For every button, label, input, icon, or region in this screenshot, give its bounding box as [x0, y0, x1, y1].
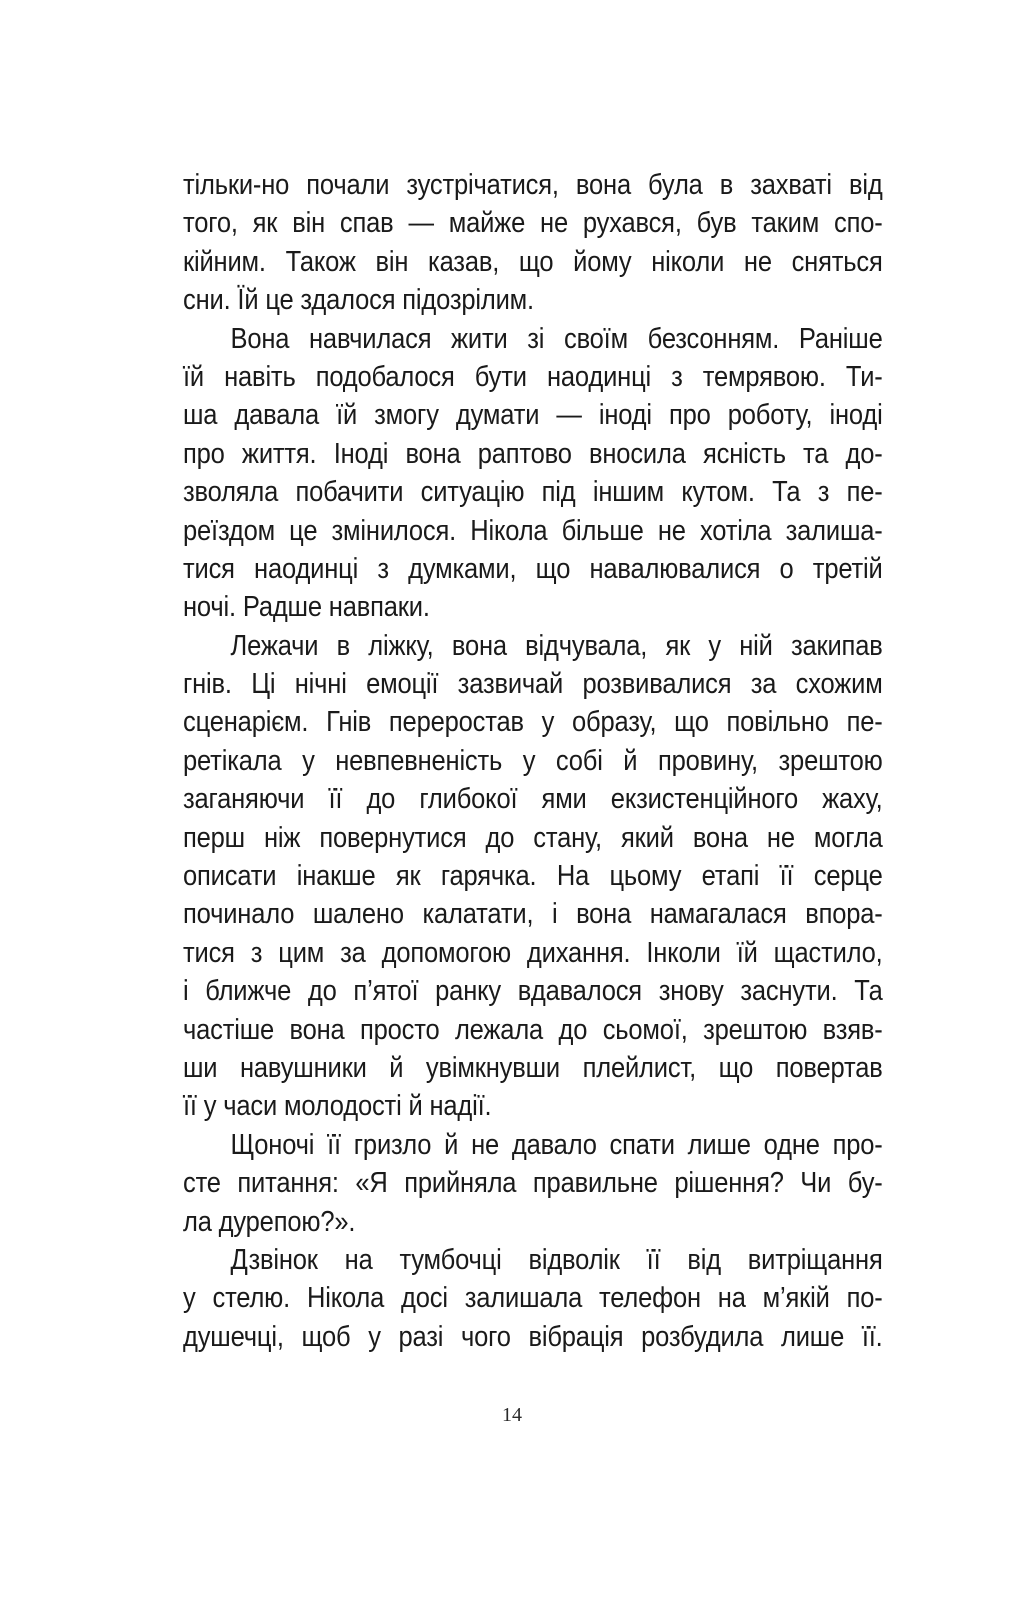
text-line: зволяла побачити ситуацію під іншим кутом. Та з пе-	[183, 476, 883, 509]
text-line: описати інакше як гарячка. На цьому етапі її серце	[183, 860, 883, 893]
text-line: перш ніж повернутися до стану, який вона не могла	[183, 821, 883, 854]
text-line: ла дурепою?».	[183, 1205, 356, 1238]
body-text	[183, 166, 883, 1356]
text-line: частіше вона просто лежала до сьомої, зрештою взяв-	[183, 1013, 883, 1046]
page-number: 14	[502, 1404, 522, 1426]
text-line: ша давала їй змогу думати — іноді про роботу, іноді	[183, 399, 883, 432]
text-line: ретікала у невпевненість у собі й провину, зрештою	[183, 744, 883, 777]
text-line: починало шалено калатати, і вона намагалася впора-	[183, 898, 883, 931]
text-line: тися з цим за допомогою дихання. Інколи їй щастило,	[183, 936, 883, 969]
text-line: ночі. Радше навпаки.	[183, 591, 430, 624]
text-line: і ближче до п’ятої ранку вдавалося знову заснути. Та	[183, 975, 883, 1008]
text-line: ши навушники й увімкнувши плейлист, що повертав	[183, 1051, 883, 1084]
text-line: заганяючи її до глибокої ями екзистенційного жаху,	[183, 783, 883, 816]
text-line: Щоночі її гризло й не давало спати лише одне про-	[230, 1128, 883, 1161]
text-line: сни. Їй це здалося підозрілим.	[183, 284, 534, 317]
text-line: сценарієм. Гнів переростав у образу, що повільно пе-	[183, 706, 883, 739]
text-line: Лежачи в ліжку, вона відчувала, як у ній закипав	[230, 629, 883, 662]
text-line: тися наодинці з думками, що навалювалися о третій	[183, 552, 883, 585]
text-line: Вона навчилася жити зі своїм безсонням. Раніше	[230, 322, 883, 355]
text-line: про життя. Іноді вона раптово вносила ясність та до-	[183, 437, 883, 470]
text-line: того, як він спав — майже не рухався, був таким спо-	[183, 207, 883, 240]
text-line: її у часи молодості й надії.	[183, 1090, 492, 1123]
text-line: гнів. Ці нічні емоції зазвичай розвивалися за схожим	[183, 668, 883, 701]
text-line: Дзвінок на тумбочці відволік її від витріщання	[230, 1243, 883, 1276]
text-line: у стелю. Нікола досі залишала телефон на м’якій по-	[183, 1282, 883, 1315]
text-line: реїздом це змінилося. Нікола більше не хотіла залиша-	[183, 514, 883, 547]
text-line: тільки-но почали зустрічатися, вона була в захваті від	[183, 169, 883, 201]
text-line: сте питання: «Я прийняла правильне рішення? Чи бу-	[183, 1167, 883, 1200]
text-line: душечці, щоб у разі чого вібрація розбудила лише її.	[183, 1320, 883, 1353]
text-line: їй навіть подобалося бути наодинці з темрявою. Ти-	[183, 360, 883, 393]
text-line: кійним. Також він казав, що йому ніколи не сняться	[183, 245, 883, 278]
